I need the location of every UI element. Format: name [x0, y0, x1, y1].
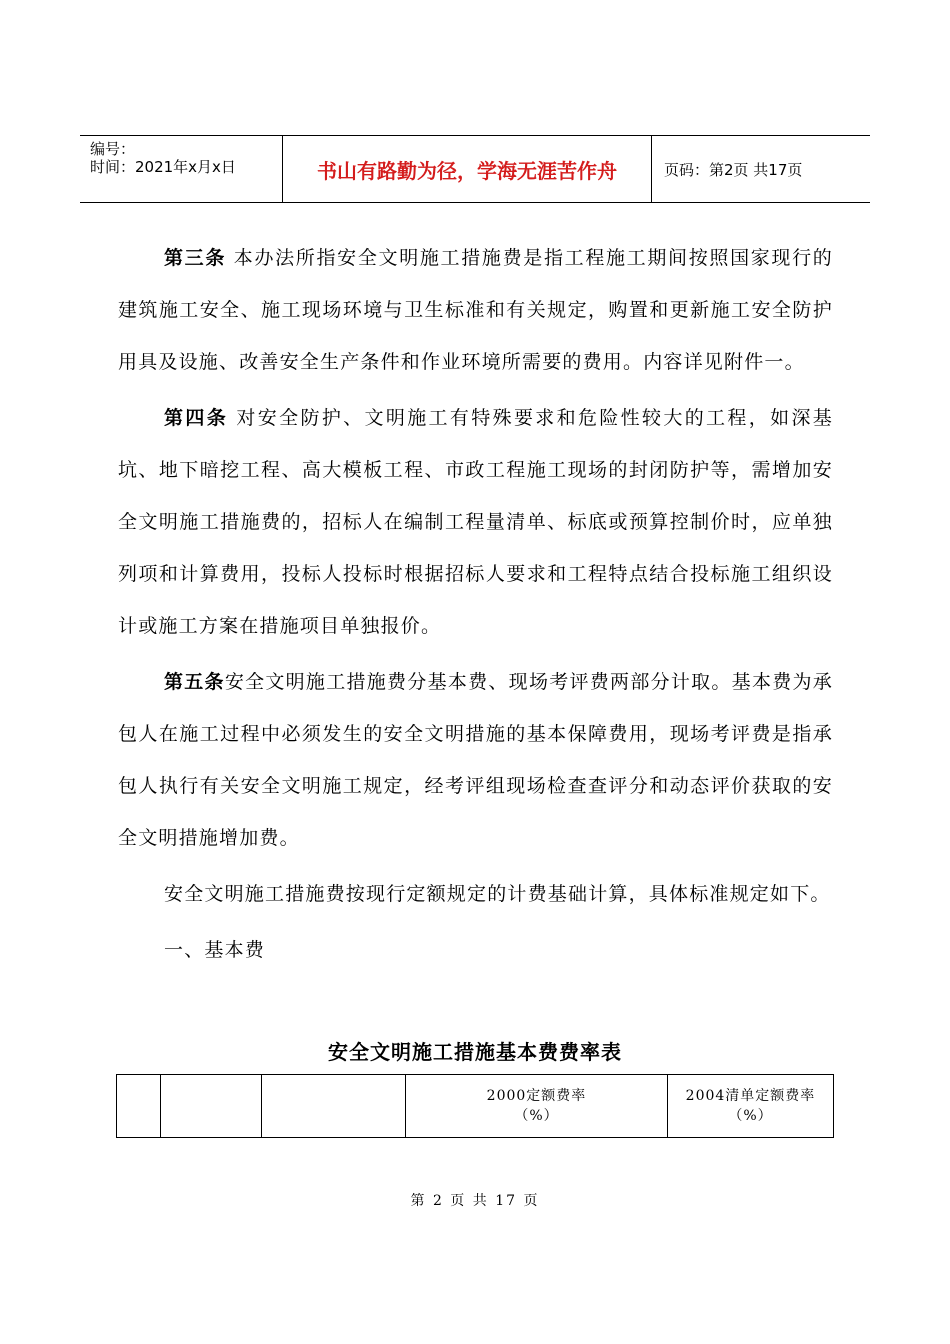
number-label: 编号： [90, 140, 136, 158]
header-motto: 书山有路勤为径，学海无涯苦作舟 [283, 136, 652, 202]
table-cell-2004-rate [668, 1075, 834, 1138]
article-heading: 第四条 [164, 407, 229, 429]
section-heading: 一、基本费 [164, 939, 266, 961]
document-header [80, 135, 870, 203]
table-cell [161, 1075, 262, 1138]
time-label: 时间：2021年x月x日 [90, 158, 236, 176]
article-3 [118, 232, 833, 388]
document-body [118, 232, 833, 976]
table-title: 安全文明施工措施基本费费率表 [328, 1040, 622, 1064]
article-4 [118, 392, 833, 652]
article-text: 本办法所指安全文明施工措施费是指工程施工期间按照国家现行的建筑施工安全、施工现场环境与卫生标准和有关规定，购置和更新施工安全防护用具及设施、改善安全生产条件和作业环境所需要的费用。内容详见附件一。 [118, 247, 833, 373]
table-row [117, 1075, 834, 1138]
page-footer: 第 2 页 共 17 页 [410, 1193, 540, 1209]
article-text: 安全文明施工措施费分基本费、现场考评费两部分计取。基本费为承包人在施工过程中必须发生的安全文明措施的基本保障费用，现场考评费是指承包人执行有关安全文明施工规定，经考评组现场检查查评分和动态评价获取的安全文明措施增加费。 [118, 671, 833, 849]
table-cell [117, 1075, 161, 1138]
col-header-line: 2004清单定额费率 [685, 1088, 816, 1104]
table-cell-2000-rate [406, 1075, 668, 1138]
col-header-line: 2000定额费率 [486, 1088, 587, 1104]
plain-paragraph: 安全文明施工措施费按现行定额规定的计费基础计算，具体标准规定如下。 [164, 883, 831, 905]
header-page-info: 页码：第2页 共17页 [664, 160, 803, 179]
article-5 [118, 656, 833, 864]
col-header-unit: （%） [514, 1108, 559, 1124]
article-heading: 第三条 [164, 247, 227, 269]
header-meta [80, 136, 283, 202]
rate-table [116, 1074, 834, 1138]
col-header-unit: （%） [728, 1108, 773, 1124]
table-cell [262, 1075, 406, 1138]
article-text: 对安全防护、文明施工有特殊要求和危险性较大的工程，如深基坑、地下暗挖工程、高大模板工程、市政工程施工现场的封闭防护等，需增加安全文明施工措施费的，招标人在编制工程量清单、标底或预算控制价时，应单独列项和计算费用，投标人投标时根据招标人要求和工程特点结合投标施工组织设计或施工方案在措施项目单独报价。 [118, 407, 833, 637]
article-heading: 第五条 [164, 671, 225, 693]
